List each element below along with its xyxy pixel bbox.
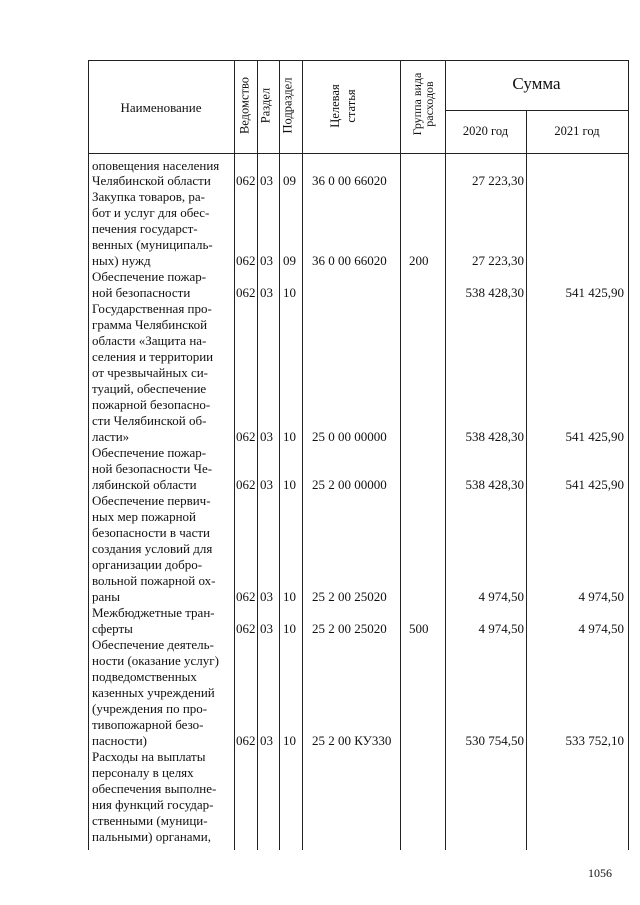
- name-line: ной безопасности: [92, 285, 191, 300]
- name-line: сти Челябинской об-: [92, 413, 207, 428]
- cell-sum-2020: 530 754,50: [465, 733, 524, 748]
- name-line: Закупка товаров, ра-: [92, 189, 205, 204]
- cell-podrazdel: 10: [283, 285, 296, 300]
- cell-target: 25 2 00 25020: [312, 589, 387, 604]
- name-line: венных (муниципаль-: [92, 237, 213, 252]
- header-target-line: статья: [344, 89, 358, 123]
- header-year-2021: 2021 год: [554, 124, 600, 138]
- cell-target: 25 2 00 КУ330: [312, 733, 392, 748]
- cell-razdel: 03: [260, 477, 273, 492]
- name-line: сферты: [92, 621, 133, 636]
- name-line: селения и территории: [92, 349, 214, 364]
- name-line: организации добро-: [92, 557, 203, 572]
- col-line: [234, 60, 235, 850]
- cell-sum-2021: 541 425,90: [565, 477, 624, 492]
- cell-target: 25 0 00 00000: [312, 429, 387, 444]
- name-line: персоналу в целях: [92, 765, 194, 780]
- name-line: Обеспечение пожар-: [92, 269, 207, 284]
- cell-target: 36 0 00 66020: [312, 253, 387, 268]
- cell-group: 200: [409, 253, 429, 268]
- header-target-line: Целевая: [328, 84, 342, 128]
- name-line: Обеспечение пожар-: [92, 445, 207, 460]
- name-line: обеспечения выполне-: [92, 781, 217, 796]
- name-line: Межбюджетные тран-: [92, 605, 215, 620]
- cell-sum-2020: 538 428,30: [465, 285, 524, 300]
- header-year-2020: 2020 год: [462, 124, 509, 138]
- name-line: создания условий для: [92, 541, 213, 556]
- header-name: Наименование: [120, 100, 202, 115]
- cell-sum-2020: 27 223,30: [472, 253, 524, 268]
- name-line: безопасности в части: [92, 525, 210, 540]
- cell-group: 500: [409, 621, 429, 636]
- header-target: [327, 66, 359, 146]
- cell-sum-2020: 27 223,30: [472, 173, 524, 188]
- header-razdel: Раздел: [258, 87, 273, 124]
- cell-podrazdel: 10: [283, 621, 296, 636]
- name-line: ных) нужд: [92, 253, 151, 268]
- cell-vedomstvo: 062: [236, 429, 256, 444]
- col-line: [257, 60, 258, 850]
- cell-vedomstvo: 062: [236, 733, 256, 748]
- cell-sum-2020: 538 428,30: [465, 429, 524, 444]
- name-line: казенных учреждений: [92, 685, 215, 700]
- name-line: пожарной безопасно-: [92, 397, 211, 412]
- cell-razdel: 03: [260, 589, 273, 604]
- name-line: от чрезвычайных си-: [92, 365, 208, 380]
- name-line: вольной пожарной ох-: [92, 573, 216, 588]
- cell-sum-2020: 4 974,50: [478, 621, 524, 636]
- cell-podrazdel: 10: [283, 429, 296, 444]
- cell-target: 36 0 00 66020: [312, 173, 387, 188]
- header-podrazdel: Подраздел: [280, 77, 295, 134]
- name-line: Челябинской области: [92, 173, 211, 188]
- col-line: [88, 60, 89, 850]
- name-line: ласти»: [92, 429, 130, 444]
- cell-podrazdel: 09: [283, 173, 296, 188]
- header-group: [411, 62, 435, 146]
- name-line: ных мер пожарной: [92, 509, 196, 524]
- cell-sum-2021: 4 974,50: [578, 621, 624, 636]
- name-line: тивопожарной безо-: [92, 717, 204, 732]
- cell-target: 25 2 00 25020: [312, 621, 387, 636]
- header-group-line: расходов: [422, 81, 436, 127]
- col-line: [400, 60, 401, 850]
- name-line: бот и услуг для обес-: [92, 205, 210, 220]
- cell-sum-2021: 533 752,10: [565, 733, 624, 748]
- cell-vedomstvo: 062: [236, 589, 256, 604]
- name-line: (учреждения по про-: [92, 701, 208, 716]
- col-line: [279, 60, 280, 850]
- name-line: лябинской области: [92, 477, 197, 492]
- cell-vedomstvo: 062: [236, 285, 256, 300]
- cell-sum-2020: 538 428,30: [465, 477, 524, 492]
- header-vedomstvo: Ведомство: [237, 76, 252, 135]
- cell-razdel: 03: [260, 285, 273, 300]
- name-line: ния функций государ-: [92, 797, 214, 812]
- header-group-line: Группа вида: [410, 72, 424, 136]
- cell-podrazdel: 10: [283, 477, 296, 492]
- name-line: Обеспечение деятель-: [92, 637, 214, 652]
- name-line: туаций, обеспечение: [92, 381, 207, 396]
- name-line: области «Защита на-: [92, 333, 207, 348]
- cell-razdel: 03: [260, 733, 273, 748]
- col-line: [628, 60, 629, 850]
- header-sum: Сумма: [512, 74, 561, 93]
- cell-razdel: 03: [260, 253, 273, 268]
- name-line: ной безопасности Че-: [92, 461, 213, 476]
- cell-target: 25 2 00 00000: [312, 477, 387, 492]
- cell-podrazdel: 10: [283, 733, 296, 748]
- cell-razdel: 03: [260, 429, 273, 444]
- cell-sum-2020: 4 974,50: [478, 589, 524, 604]
- cell-vedomstvo: 062: [236, 477, 256, 492]
- cell-razdel: 03: [260, 173, 273, 188]
- name-line: ности (оказание услуг): [92, 653, 219, 668]
- name-line: Расходы на выплаты: [92, 749, 206, 764]
- name-line: раны: [92, 589, 120, 604]
- cell-sum-2021: 541 425,90: [565, 285, 624, 300]
- cell-sum-2021: 4 974,50: [578, 589, 624, 604]
- cell-razdel: 03: [260, 621, 273, 636]
- cell-vedomstvo: 062: [236, 621, 256, 636]
- name-line: подведомственных: [92, 669, 197, 684]
- name-line: ственными (муници-: [92, 813, 208, 828]
- name-line: пальными) органами,: [92, 829, 211, 844]
- cell-sum-2021: 541 425,90: [565, 429, 624, 444]
- name-line: грамма Челябинской: [92, 317, 208, 332]
- col-line: [302, 60, 303, 850]
- cell-vedomstvo: 062: [236, 173, 256, 188]
- cell-podrazdel: 09: [283, 253, 296, 268]
- cell-vedomstvo: 062: [236, 253, 256, 268]
- sum-divider: [445, 110, 628, 111]
- name-line: оповещения населения: [92, 158, 220, 173]
- cell-podrazdel: 10: [283, 589, 296, 604]
- name-line: Государственная про-: [92, 301, 212, 316]
- name-line: печения государст-: [92, 221, 198, 236]
- page-number: 1056: [588, 866, 612, 880]
- name-line: пасности): [92, 733, 148, 748]
- name-line: Обеспечение первич-: [92, 493, 211, 508]
